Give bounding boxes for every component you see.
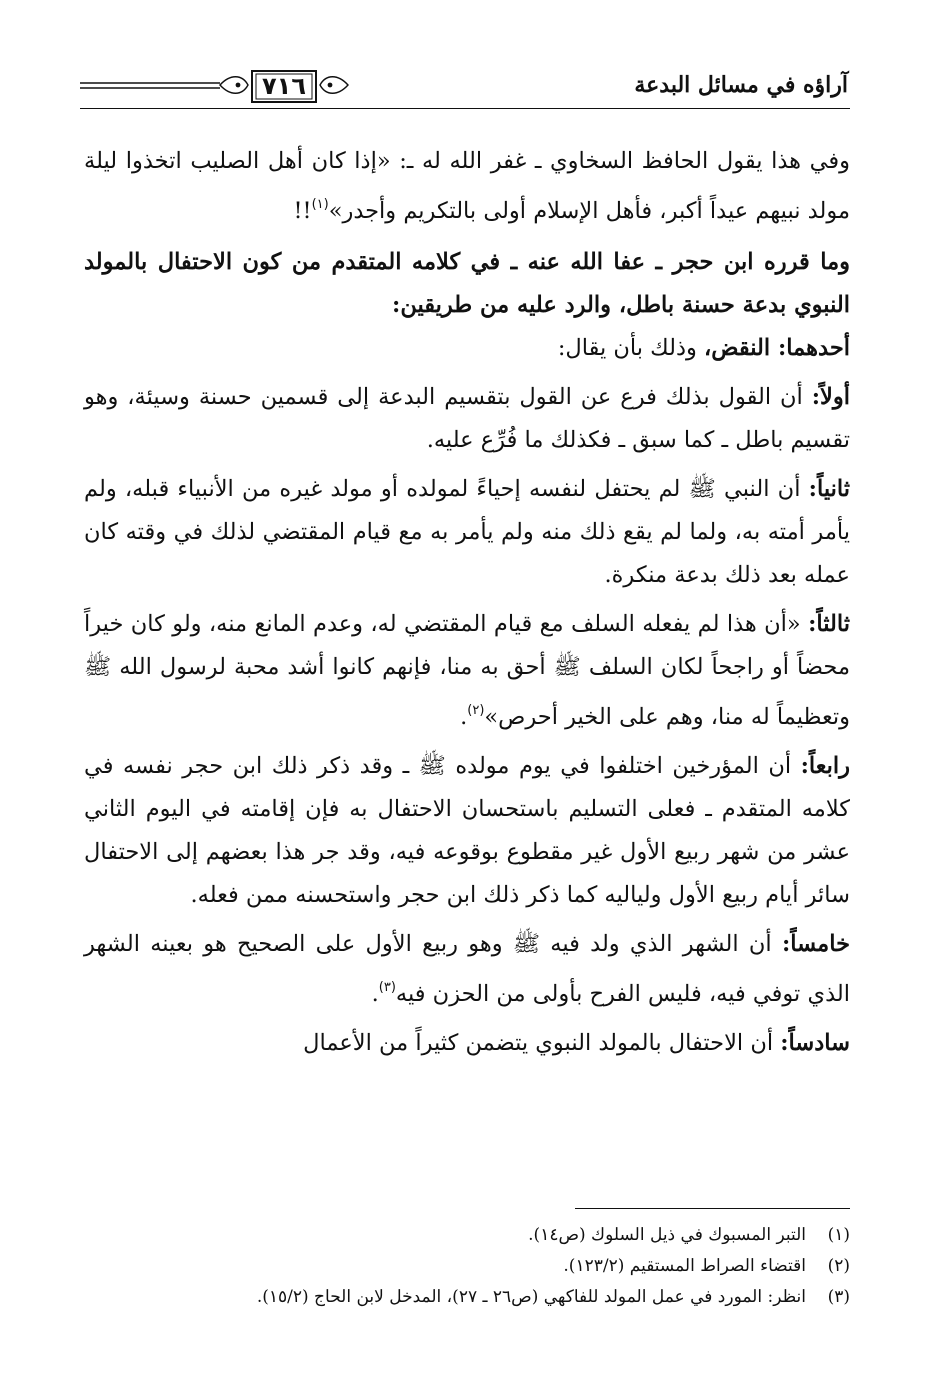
page-header: [80, 66, 850, 126]
point-label: ثانياً:: [808, 476, 850, 502]
point-text: أن الشهر الذي ولد فيه ﷺ وهو ربيع الأول على الصحيح هو بعينه الشهر الذي توفي فيه، فليس الفرح بأولى من الحزن فيه: [84, 931, 850, 1007]
point-text: أن المؤرخين اختلفوا في يوم مولده ﷺ ـ وقد ذكر ذلك ابن حجر نفسه في كلامه المتقدم ـ فعلى التسليم باستحسان الاحتفال به فإن إقامته في اليوم الثاني عشر من شهر ربيع الأول غير مقطوع بوقوعه فيه، وقد جر هذا بعضهم إلى الاحتفال سائر أيام ربيع الأول ولياليه كما ذكر ذلك ابن حجر واستحسنه ممن فعله.: [84, 753, 850, 908]
point-label: أولاً:: [811, 384, 850, 410]
paragraph-sakhawi-quote: [84, 140, 850, 233]
footnote-ref: (١): [311, 197, 329, 212]
point-third: [84, 603, 850, 739]
paragraph-tail: !!: [293, 198, 312, 224]
footnote-number: (٣): [827, 1287, 850, 1307]
first-way-text: وذلك بأن يقال:: [557, 335, 705, 361]
footnotes: [84, 1220, 850, 1313]
page-number-ornament: [80, 70, 350, 102]
point-fifth: [84, 923, 850, 1016]
point-fourth: [84, 745, 850, 917]
point-second: [84, 468, 850, 597]
footnote-ref: (٢): [467, 703, 485, 718]
running-title: آراؤه في مسائل البدعة: [634, 72, 848, 98]
footnote: [84, 1220, 850, 1251]
footnote: [84, 1282, 850, 1313]
point-label: ثالثاً:: [808, 611, 850, 637]
point-text: أن الاحتفال بالمولد النبوي يتضمن كثيراً من الأعمال: [303, 1030, 781, 1056]
point-text: «أن هذا لم يفعله السلف مع قيام المقتضي له، وعدم المانع منه، ولو كان خيراً محضاً أو راجحاً لكان السلف ﷺ أحق به منا، فإنهم كانوا أشد محبة لرسول الله ﷺ وتعظيماً له منا، وهم على الخير أحرص»: [84, 611, 850, 730]
page-number: ٧١٦: [262, 72, 306, 100]
footnote-number: (٢): [827, 1256, 850, 1276]
section-heading: وما قرره ابن حجر ـ عفا الله عنه ـ في كلامه المتقدم من كون الاحتفال بالمولد النبوي بدعة حسنة باطل، والرد عليه من طريقين:: [84, 249, 850, 318]
footnote-text: التبر المسبوك في ذيل السلوك (ص١٤).: [528, 1225, 806, 1245]
paragraph-text: وفي هذا يقول الحافظ السخاوي ـ غفر الله له ـ: «إذا كان أهل الصليب اتخذوا ليلة مولد نبيهم عيداً أكبر، فأهل الإسلام أولى بالتكريم وأجدر»: [84, 148, 850, 224]
point-text: أن النبي ﷺ لم يحتفل لنفسه إحياءً لمولده أو مولد غيره من الأنبياء قبله، ولم يأمر أمته به، ولما لم يقع ذلك منه ولم يأمر به مع قيام المقتضي لذلك في وقته كان عمله بعد ذلك بدعة منكرة.: [84, 476, 850, 588]
main-text: [84, 140, 850, 1065]
point-tail: .: [460, 704, 468, 730]
point-label: خامساً:: [781, 931, 850, 957]
first-way-intro: [84, 327, 850, 370]
footnote-ref: (٣): [378, 980, 396, 995]
point-label: رابعاً:: [800, 753, 850, 779]
footnote-number: (١): [827, 1225, 850, 1245]
footnote: [84, 1251, 850, 1282]
point-first: [84, 376, 850, 462]
header-rule: [80, 108, 850, 109]
point-label: سادساً:: [780, 1030, 850, 1056]
point-tail: .: [371, 981, 379, 1007]
first-way-label: أحدهما: النقض،: [704, 335, 850, 361]
point-sixth: [84, 1022, 850, 1065]
footnote-separator: [575, 1208, 850, 1209]
footnote-text: انظر: المورد في عمل المولد للفاكهي (ص٢٦ ـ ٢٧)، المدخل لابن الحاج (١٥/٢).: [256, 1287, 806, 1307]
point-text: أن القول بذلك فرع عن القول بتقسيم البدعة إلى قسمين حسنة وسيئة، وهو تقسيم باطل ـ كما سبق ـ فكذلك ما فُرِّع عليه.: [84, 384, 850, 453]
footnote-text: اقتضاء الصراط المستقيم (١٢٣/٢).: [563, 1256, 806, 1276]
